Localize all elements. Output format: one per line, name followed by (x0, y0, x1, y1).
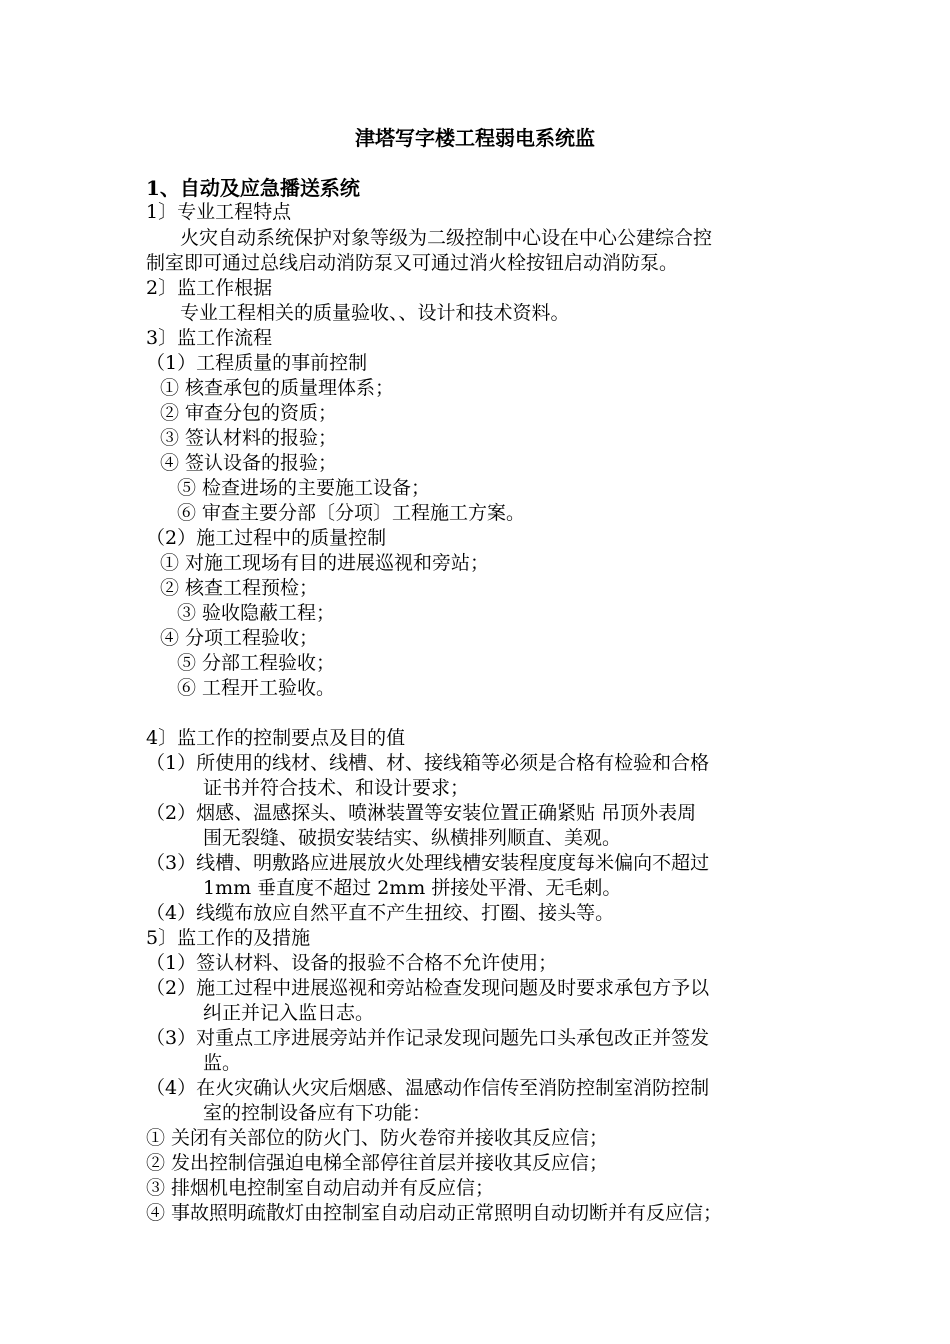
list-item: ⑥ 工程开工验收。 (177, 677, 336, 699)
list-item: ④ 事故照明疏散灯由控制室自动启动正常照明自动切断并有反应信； (146, 1202, 723, 1224)
list-item: ③ 验收隐蔽工程； (177, 602, 336, 624)
section-heading: 1、自动及应急播送系统 (146, 176, 360, 200)
list-item-continuation: 围无裂缝、破损安装结实、纵横排列顺直、美观。 (203, 827, 622, 849)
sub-heading: （2）施工过程中的质量控制 (146, 527, 387, 549)
list-item-continuation: 监。 (203, 1052, 242, 1074)
sub-heading: （1）工程质量的事前控制 (146, 352, 368, 374)
list-item: （1）所使用的线材、线槽、材、接线箱等必须是合格有检验和合格 (146, 752, 710, 774)
page-title: 津塔写字楼工程弱电系统监 (355, 126, 595, 150)
list-item: （3）对重点工序进展旁站并作记录发现问题先口头承包改正并签发 (146, 1027, 710, 1049)
list-item: ⑤ 检查进场的主要施工设备； (177, 477, 431, 499)
list-item-continuation: 室的控制设备应有下功能： (203, 1102, 432, 1124)
list-item: （3）线槽、明敷路应进展放火处理线槽安装程度度每米偏向不超过 (146, 852, 710, 874)
list-item: ② 发出控制信强迫电梯全部停往首层并接收其反应信； (146, 1152, 609, 1174)
list-item-continuation: 1mm 垂直度不超过 2mm 拼接处平滑、无毛刺。 (203, 877, 622, 899)
subsection-heading: 4〕监工作的控制要点及目的值 (146, 727, 406, 749)
list-item: ② 核查工程预检； (160, 577, 319, 599)
list-item: ③ 排烟机电控制室自动启动并有反应信； (146, 1177, 495, 1199)
subsection-heading: 2〕监工作根据 (146, 277, 273, 299)
subsection-heading: 5〕监工作的及措施 (146, 927, 311, 949)
list-item: ③ 签认材料的报验； (160, 427, 338, 449)
list-item: ⑥ 审查主要分部〔分项〕工程施工方案。 (177, 502, 526, 524)
paragraph-line: 制室即可通过总线启动消防泵又可通过消火栓按钮启动消防泵。 (146, 252, 679, 274)
list-item: ⑤ 分部工程验收； (177, 652, 336, 674)
paragraph-line: 火灾自动系统保护对象等级为二级控制中心设在中心公建综合控 (180, 227, 713, 249)
list-item: ① 核查承包的质量理体系； (160, 377, 395, 399)
list-item-continuation: 证书并符合技术、和设计要求； (203, 777, 470, 799)
list-item: ① 对施工现场有目的进展巡视和旁站； (160, 552, 490, 574)
list-item: ④ 签认设备的报验； (160, 452, 338, 474)
list-item: ④ 分项工程验收； (160, 627, 319, 649)
list-item: （1）签认材料、设备的报验不合格不允许使用； (146, 952, 558, 974)
list-item: （4）在火灾确认火灾后烟感、温感动作信传至消防控制室消防控制 (146, 1077, 710, 1099)
list-item: ① 关闭有关部位的防火门、防火卷帘并接收其反应信； (146, 1127, 609, 1149)
list-item: ② 审查分包的资质； (160, 402, 338, 424)
subsection-heading: 1〕专业工程特点 (146, 201, 292, 223)
list-item-continuation: 纠正并记入监日志。 (203, 1002, 375, 1024)
subsection-heading: 3〕监工作流程 (146, 327, 273, 349)
paragraph-line: 专业工程相关的质量验收、、设计和技术资料。 (180, 302, 570, 324)
list-item: （2）施工过程中进展巡视和旁站检查发现问题及时要求承包方予以 (146, 977, 710, 999)
list-item: （2）烟感、温感探头、喷淋装置等安装位置正确紧贴 吊顶外表周 (146, 802, 697, 824)
list-item: （4）线缆布放应自然平直不产生扭绞、打圈、接头等。 (146, 902, 615, 924)
